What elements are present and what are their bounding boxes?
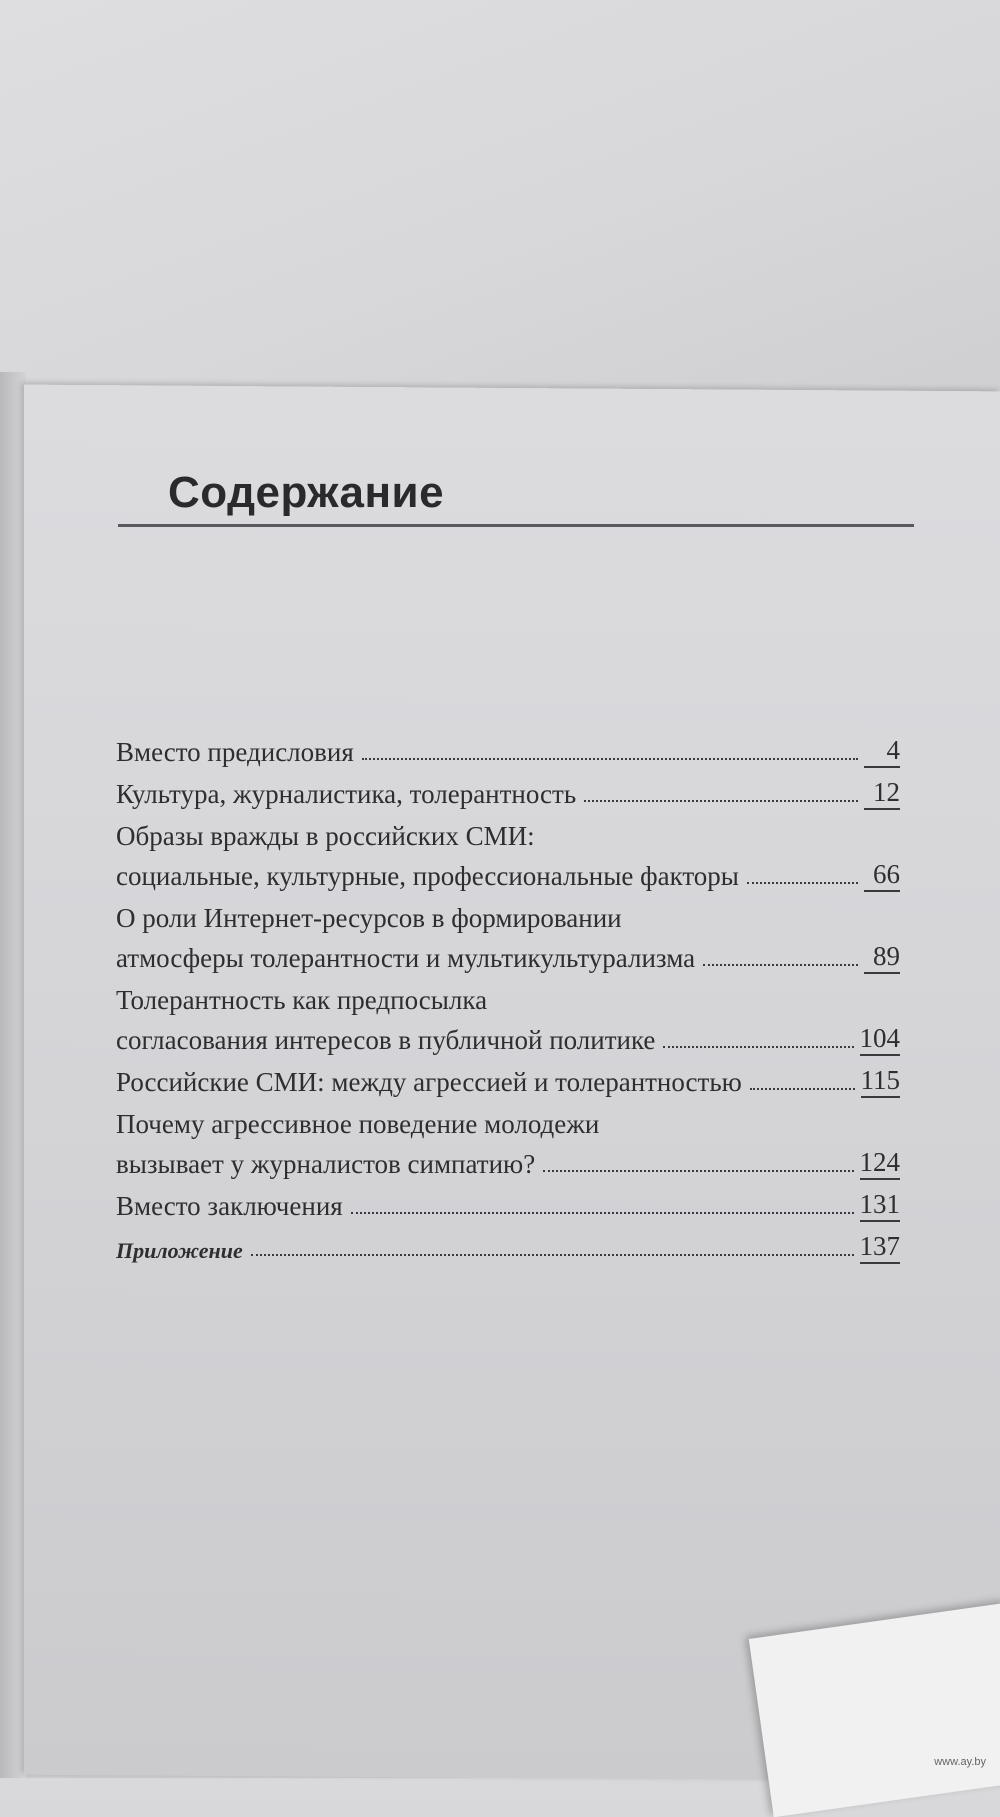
toc-page-number: 4 — [864, 735, 900, 768]
toc-row — [116, 1180, 900, 1222]
toc-row — [116, 1140, 900, 1180]
title-underline — [118, 524, 914, 527]
toc-leader-dots — [543, 1169, 853, 1172]
watermark: www.ay.by — [934, 1756, 986, 1768]
toc-title: Почему агрессивное поведение молодежи — [116, 1109, 600, 1139]
toc-row — [116, 768, 900, 810]
toc-row — [116, 810, 900, 852]
toc-row — [116, 1016, 900, 1056]
toc-title: согласования интересов в публичной политике — [116, 1025, 656, 1055]
toc-row — [116, 974, 900, 1016]
toc-leader-dots — [251, 1253, 854, 1256]
toc-title: Вместо предисловия — [116, 737, 354, 767]
toc-leader-dots — [750, 1087, 855, 1090]
toc-title: Образы вражды в российских СМИ: — [116, 821, 535, 851]
toc-page-number: 115 — [861, 1065, 901, 1098]
toc-title: атмосферы толерантности и мультикультурализма — [116, 943, 696, 973]
toc-row — [116, 726, 900, 768]
toc-title: вызывает у журналистов симпатию? — [116, 1149, 536, 1179]
toc-leader-dots — [584, 799, 858, 802]
toc-title: Российские СМИ: между агрессией и толерантностью — [116, 1067, 742, 1097]
toc-leader-dots — [663, 1045, 853, 1048]
toc-leader-dots — [362, 757, 858, 760]
toc-row — [116, 1098, 900, 1140]
toc-page-number: 131 — [860, 1189, 901, 1222]
toc-page-number: 66 — [864, 859, 900, 892]
toc-page-number: 124 — [860, 1147, 901, 1180]
toc-row — [116, 934, 900, 974]
toc-leader-dots — [351, 1211, 854, 1214]
table-of-contents — [116, 726, 900, 1264]
toc-page-number: 137 — [860, 1231, 901, 1264]
toc-page-number: 104 — [860, 1023, 901, 1056]
toc-title: социальные, культурные, профессиональные факторы — [116, 861, 739, 891]
toc-title: Толерантность как предпосылка — [116, 985, 488, 1015]
page-title: Содержание — [168, 468, 445, 517]
toc-row — [116, 1056, 900, 1098]
white-card — [749, 1603, 1000, 1817]
toc-title: Вместо заключения — [116, 1191, 343, 1221]
toc-title: О роли Интернет-ресурсов в формировании — [116, 903, 622, 933]
page-edge — [0, 372, 26, 1778]
toc-title: Приложение — [116, 1238, 243, 1263]
toc-title: Культура, журналистика, толерантность — [116, 779, 577, 809]
toc-row — [116, 852, 900, 892]
toc-page-number: 89 — [864, 941, 900, 974]
toc-row — [116, 1222, 900, 1264]
toc-page-number: 12 — [864, 777, 900, 810]
toc-row — [116, 892, 900, 934]
toc-leader-dots — [747, 881, 858, 884]
toc-leader-dots — [703, 963, 858, 966]
background-surface — [0, 0, 1000, 400]
